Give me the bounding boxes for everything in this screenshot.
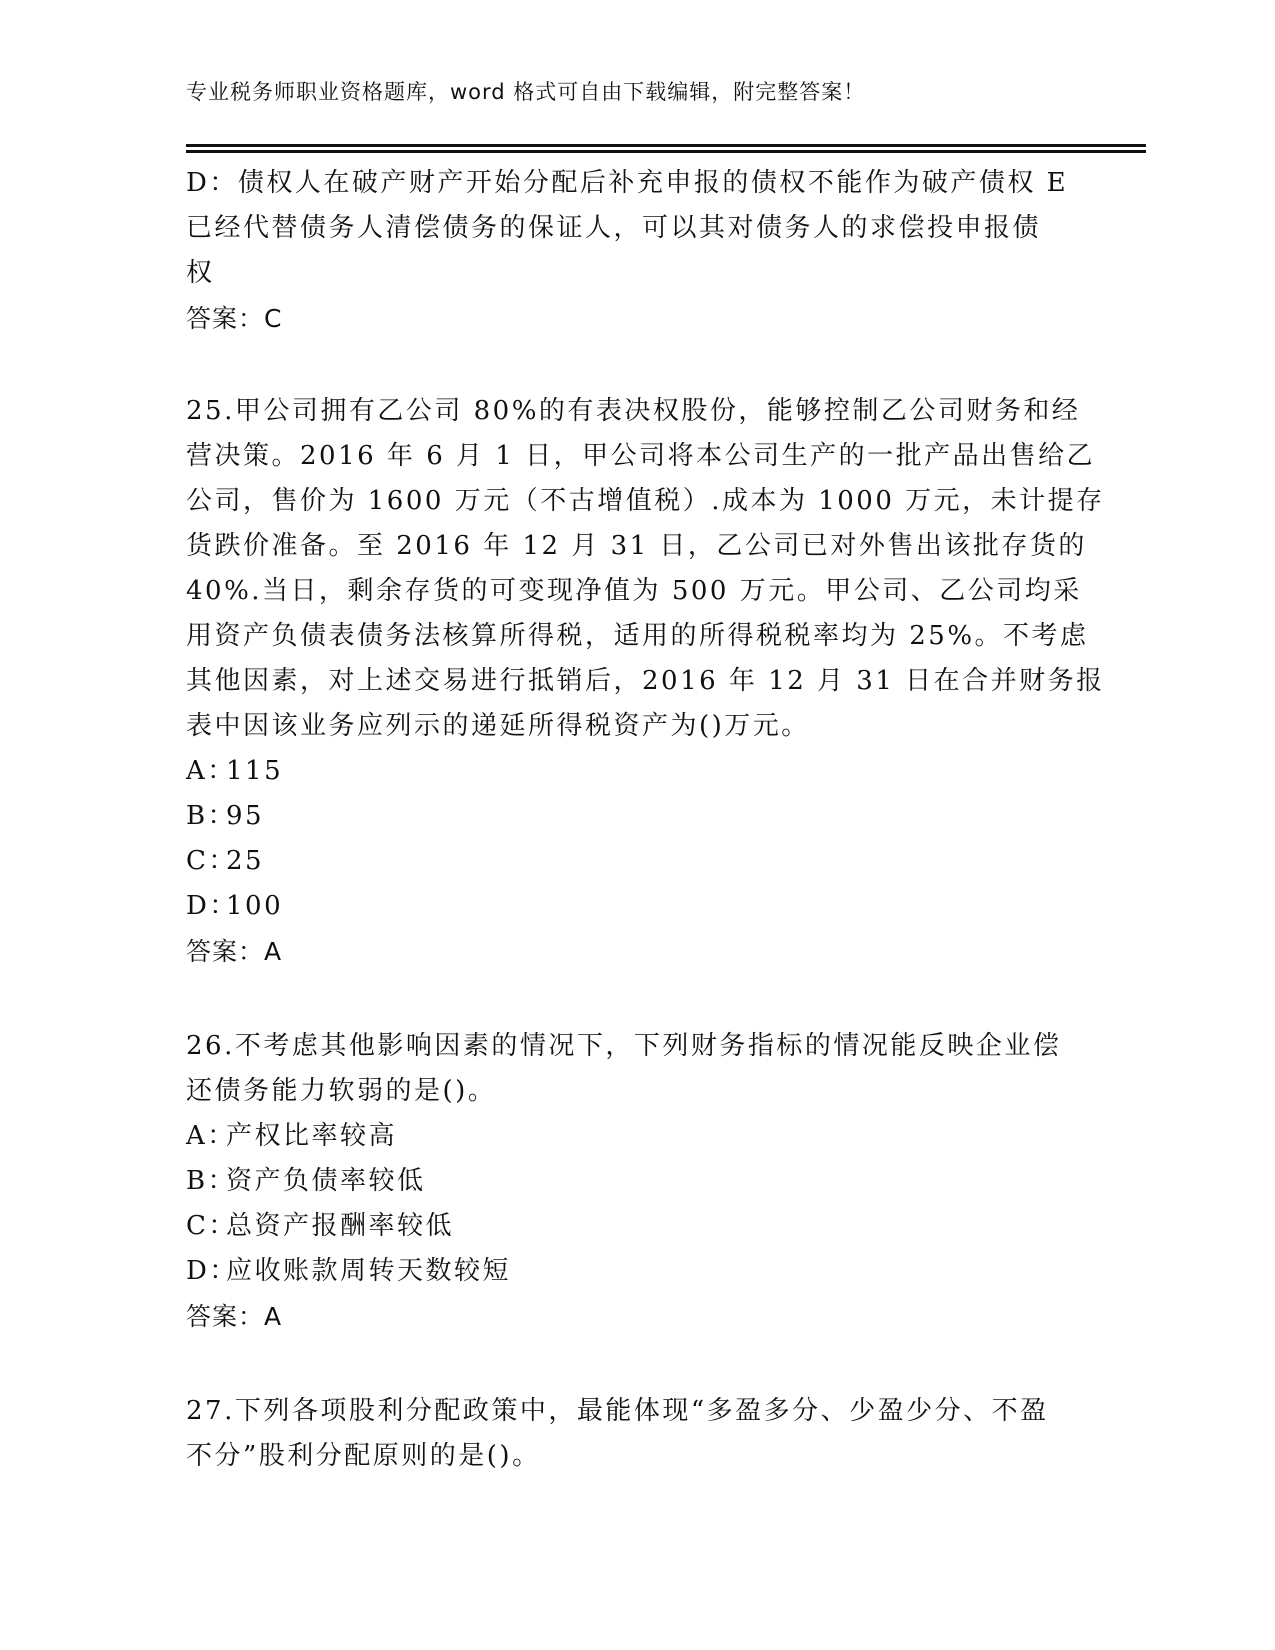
question-line: 权 <box>186 258 215 288</box>
question-line: 26.不考虑其他影响因素的情况下，下列财务指标的情况能反映企业偿 <box>186 1031 1062 1061</box>
spacer <box>186 341 1066 389</box>
option-a <box>186 1114 1066 1159</box>
option-label: C： <box>186 1211 237 1241</box>
option-text: 25 <box>226 846 265 876</box>
option-label: A： <box>186 756 236 786</box>
page-header: 专业税务师职业资格题库，word 格式可自由下载编辑，附完整答案！ <box>186 80 866 104</box>
option-label: A： <box>186 1121 236 1151</box>
question-line: D：债权人在破产财产开始分配后补充申报的债权不能作为破产债权 E <box>186 168 1069 198</box>
option-text: 应收账款周转天数较短 <box>226 1256 512 1286</box>
question-line: 表中因该业务应列示的递延所得税资产为()万元。 <box>186 711 810 741</box>
option-a <box>186 749 1066 794</box>
question-25 <box>186 389 1105 974</box>
question-line: 40%.当日，剩余存货的可变现净值为 500 万元。甲公司、乙公司均采 <box>186 576 1082 606</box>
option-label: B： <box>186 1166 237 1196</box>
question-line: 27.下列各项股利分配政策中，最能体现“多盈多分、少盈少分、不盈 <box>186 1396 1049 1426</box>
question-line: 还债务能力软弱的是()。 <box>186 1076 497 1106</box>
option-text: 产权比率较高 <box>226 1121 398 1151</box>
question-line: 已经代替债务人清偿债务的保证人，可以其对债务人的求偿投申报债 <box>186 213 1042 243</box>
option-c <box>186 839 1066 884</box>
question-line: 25.甲公司拥有乙公司 80%的有表决权股份，能够控制乙公司财务和经 <box>186 396 1081 426</box>
question-26 <box>186 1024 1066 1339</box>
option-c <box>186 1204 1066 1249</box>
option-text: 115 <box>226 756 284 786</box>
option-label: D： <box>186 1256 238 1286</box>
spacer <box>186 974 1066 1024</box>
question-27 <box>186 1389 1066 1479</box>
option-text: 95 <box>226 801 265 831</box>
spacer <box>186 1339 1066 1389</box>
option-text: 资产负债率较低 <box>226 1166 426 1196</box>
question-line: 公司，售价为 1600 万元（不古增值税）.成本为 1000 万元，未计提存 <box>186 486 1105 516</box>
question-line: 用资产负债表债务法核算所得税，适用的所得税税率均为 25%。不考虑 <box>186 621 1089 651</box>
question-line: 其他因素，对上述交易进行抵销后，2016 年 12 月 31 日在合并财务报 <box>186 666 1105 696</box>
option-text: 100 <box>226 891 284 921</box>
option-b <box>186 1159 1066 1204</box>
option-label: D： <box>186 891 238 921</box>
prev-question-block <box>186 161 1069 341</box>
answer-line: 答案：A <box>186 1302 283 1331</box>
header-rule-bottom <box>186 150 1146 153</box>
option-text: 总资产报酬率较低 <box>226 1211 455 1241</box>
answer-line: 答案：C <box>186 304 283 333</box>
question-line: 不分”股利分配原则的是()。 <box>186 1441 541 1471</box>
question-line: 营决策。2016 年 6 月 1 日，甲公司将本公司生产的一批产品出售给乙 <box>186 441 1096 471</box>
option-label: B： <box>186 801 237 831</box>
document-body <box>186 161 1105 1479</box>
option-b <box>186 794 1066 839</box>
option-label: C： <box>186 846 237 876</box>
question-line: 货跌价准备。至 2016 年 12 月 31 日，乙公司已对外售出该批存货的 <box>186 531 1087 561</box>
option-d <box>186 1249 1066 1294</box>
header-rule-top <box>186 144 1146 147</box>
answer-line: 答案：A <box>186 937 283 966</box>
option-d <box>186 884 1066 929</box>
